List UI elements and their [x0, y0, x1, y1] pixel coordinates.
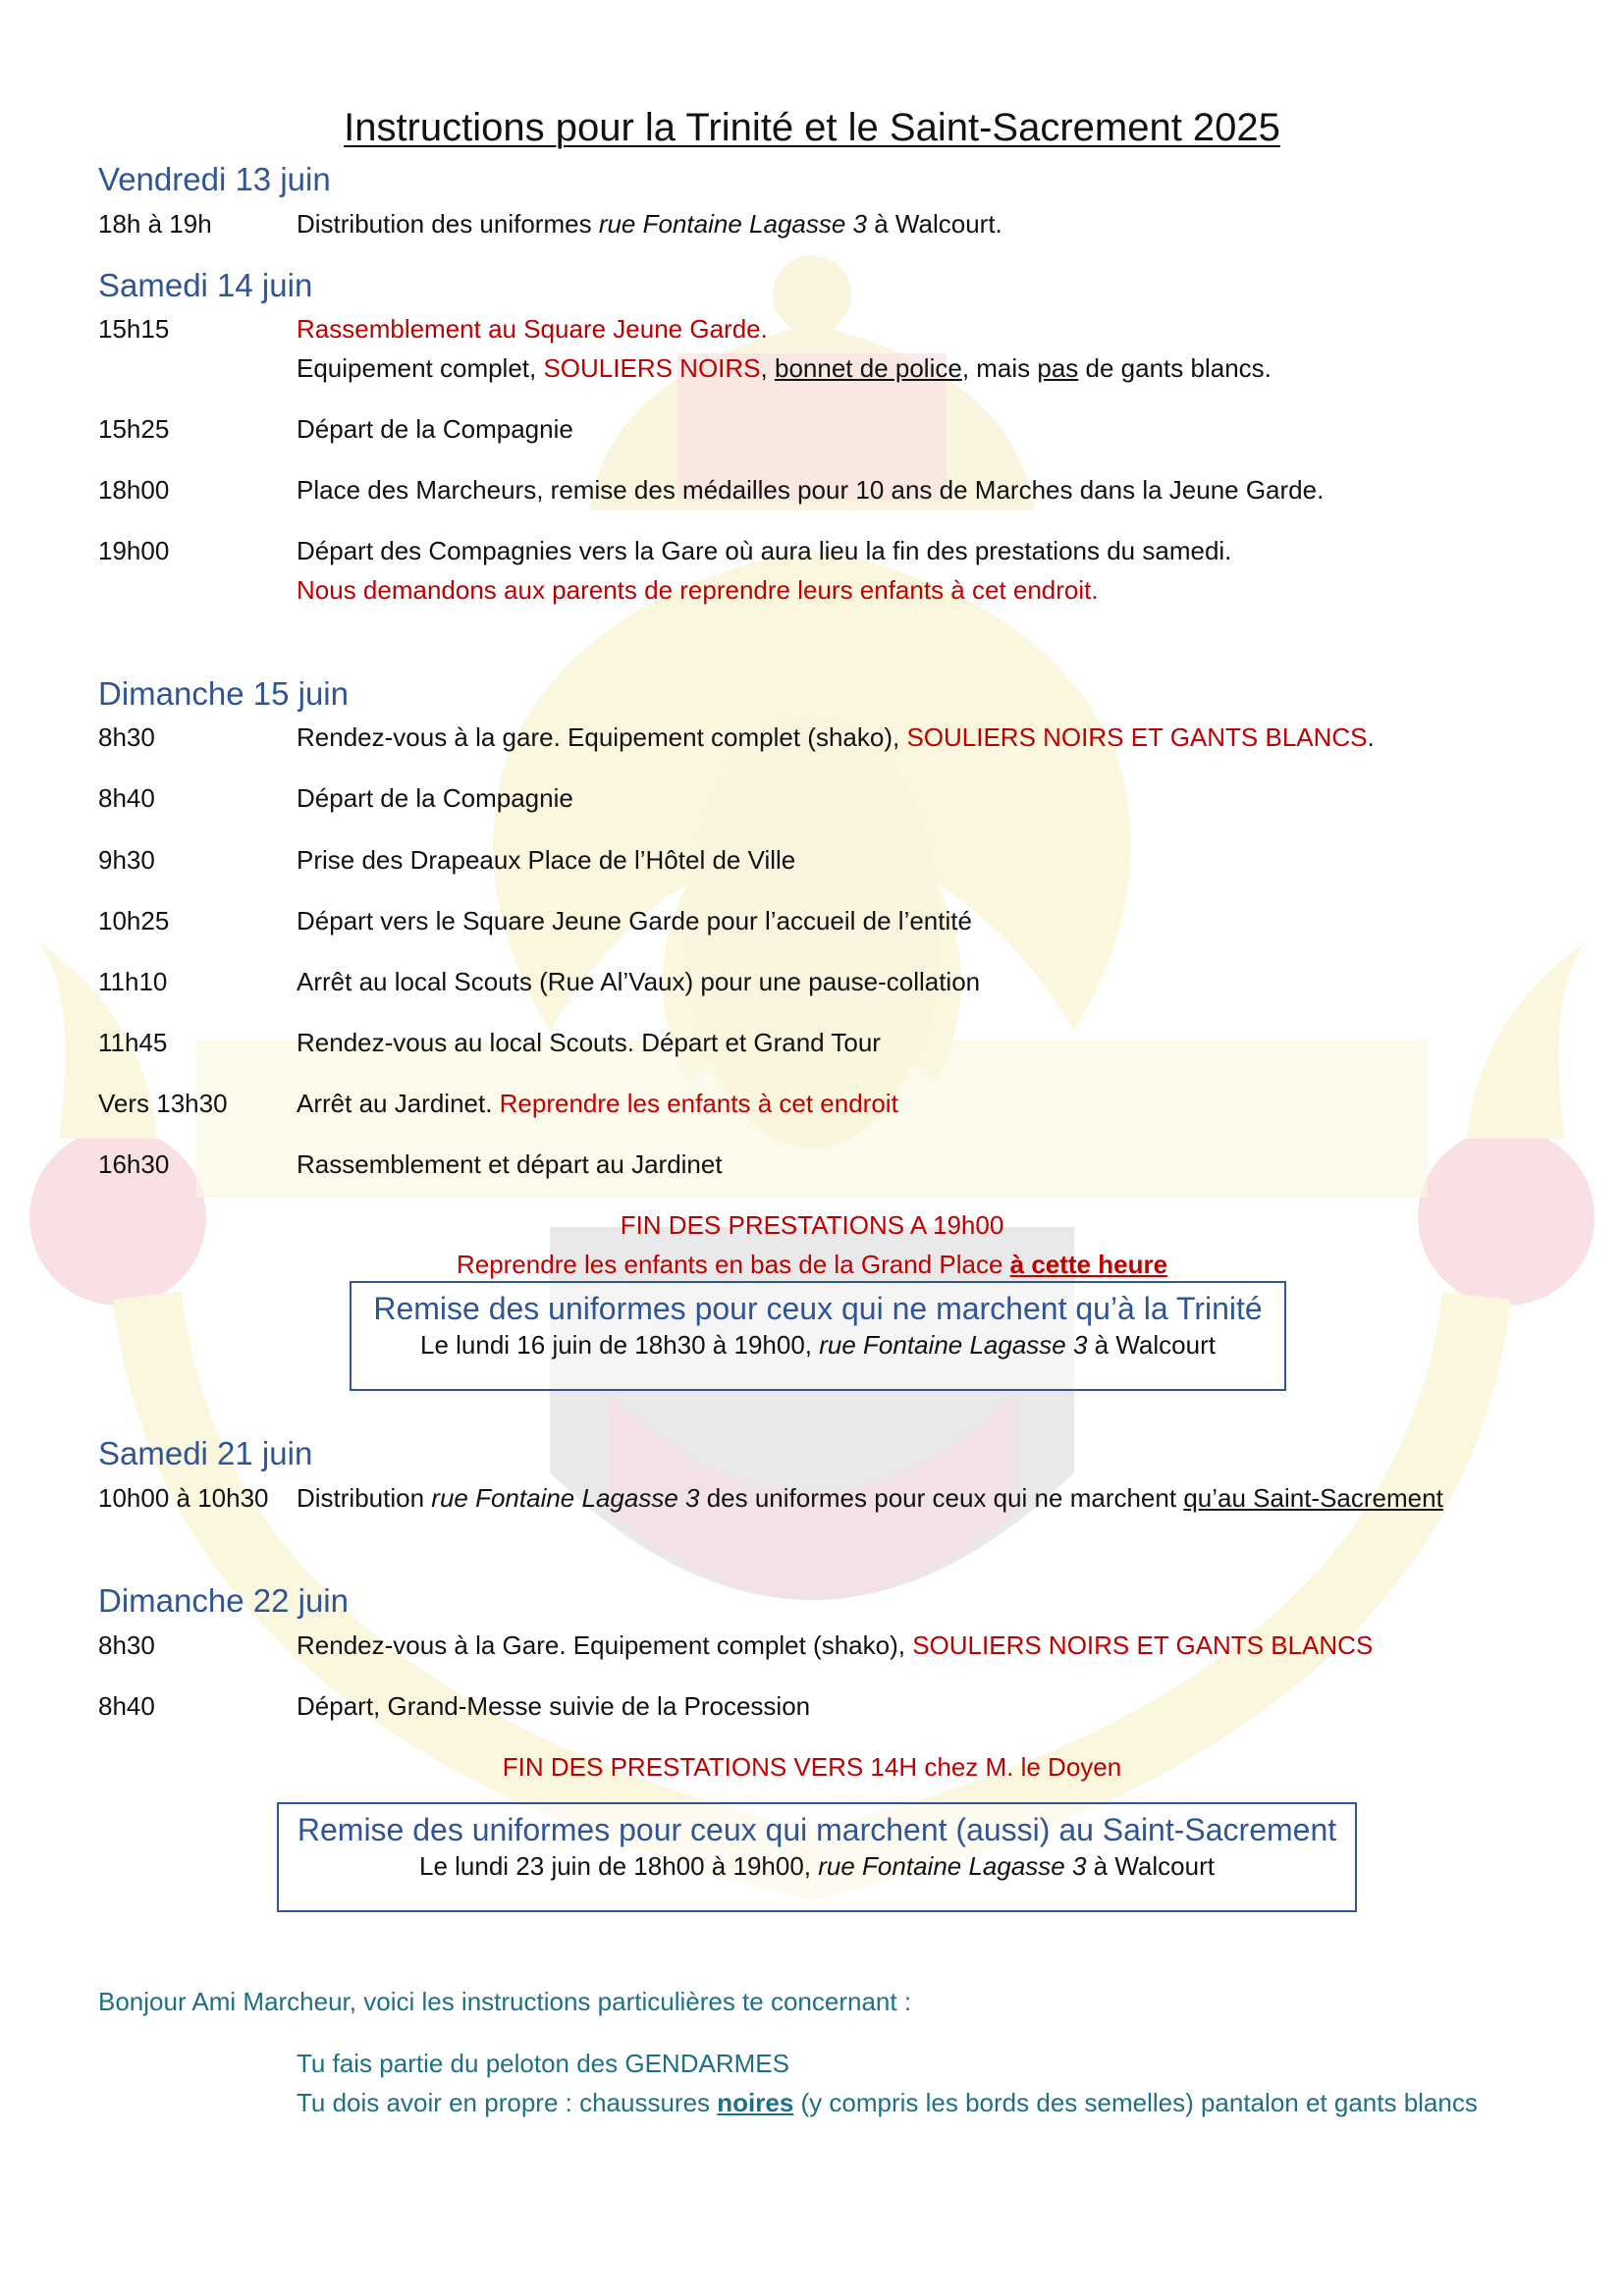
day-heading-saturday-21: Samedi 21 juin: [98, 1435, 313, 1471]
time-label: 8h40: [98, 783, 155, 813]
schedule-description: Départ vers le Square Jeune Garde pour l’accueil de l’entité: [297, 906, 972, 935]
day-heading-saturday-14: Samedi 14 juin: [98, 267, 313, 303]
schedule-description: Départ de la Compagnie: [297, 414, 573, 444]
time-label: Vers 13h30: [98, 1089, 228, 1118]
schedule-description: Départ des Compagnies vers la Gare où aura lieu la fin des prestations du samedi.: [297, 536, 1232, 565]
end-of-performances-notice: FIN DES PRESTATIONS A 19h00: [620, 1210, 1004, 1240]
box-title: Remise des uniformes pour ceux qui marchent (aussi) au Saint-Sacrement: [297, 1812, 1337, 1847]
box-title: Remise des uniformes pour ceux qui ne marchent qu’à la Trinité: [373, 1291, 1263, 1326]
schedule-description: Prise des Drapeaux Place de l’Hôtel de Ville: [297, 845, 796, 875]
time-label: 19h00: [98, 536, 170, 565]
greeting-note: Bonjour Ami Marcheur, voici les instructions particulières te concernant :: [98, 1987, 912, 2016]
schedule-description: Distribution des uniformes rue Fontaine Lagasse 3 à Walcourt.: [297, 209, 1002, 239]
schedule-description: Place des Marcheurs, remise des médailles pour 10 ans de Marches dans la Jeune Garde.: [297, 475, 1325, 505]
page-title: Instructions pour la Trinité et le Saint-Sacrement 2025: [344, 106, 1280, 149]
time-label: 10h25: [98, 906, 170, 935]
day-heading-friday-13: Vendredi 13 juin: [98, 161, 331, 197]
schedule-description: Equipement complet, SOULIERS NOIRS, bonnet de police, mais pas de gants blancs.: [297, 353, 1272, 383]
schedule-description: Départ, Grand-Messe suivie de la Procession: [297, 1691, 811, 1721]
uniform-return-box-saint-sacrement: [277, 1802, 1357, 1912]
time-label: 9h30: [98, 845, 155, 875]
time-label: 15h25: [98, 414, 170, 444]
day-heading-sunday-22: Dimanche 22 juin: [98, 1582, 349, 1619]
schedule-description: Départ de la Compagnie: [297, 783, 573, 813]
time-label: 8h30: [98, 1630, 155, 1660]
schedule-description: Rendez-vous à la Gare. Equipement complet (shako), SOULIERS NOIRS ET GANTS BLANCS: [297, 1630, 1374, 1660]
end-of-performances-notice: FIN DES PRESTATIONS VERS 14H chez M. le Doyen: [502, 1752, 1122, 1782]
time-label: 11h10: [98, 967, 168, 996]
time-label: 16h30: [98, 1149, 170, 1179]
box-detail: Le lundi 16 juin de 18h30 à 19h00, rue Fontaine Lagasse 3 à Walcourt: [420, 1330, 1216, 1360]
schedule-description: Rassemblement et départ au Jardinet: [297, 1149, 723, 1179]
time-label: 18h00: [98, 475, 170, 505]
time-label: 8h30: [98, 722, 155, 752]
time-label: 18h à 19h: [98, 209, 212, 239]
schedule-description: Nous demandons aux parents de reprendre leurs enfants à cet endroit.: [297, 575, 1099, 605]
schedule-description: Rendez-vous au local Scouts. Départ et Grand Tour: [297, 1028, 881, 1057]
box-detail: Le lundi 23 juin de 18h00 à 19h00, rue Fontaine Lagasse 3 à Walcourt: [419, 1851, 1215, 1881]
peloton-note: Tu fais partie du peloton des GENDARMES: [297, 2049, 789, 2078]
time-label: 8h40: [98, 1691, 155, 1721]
schedule-description: Rassemblement au Square Jeune Garde.: [297, 314, 768, 344]
equipment-note: Tu dois avoir en propre : chaussures noires (y compris les bords des semelles) pantalon et gants blancs: [297, 2088, 1478, 2117]
day-heading-sunday-15: Dimanche 15 juin: [98, 675, 349, 712]
schedule-description: Arrêt au Jardinet. Reprendre les enfants à cet endroit: [297, 1089, 898, 1118]
time-label: 11h45: [98, 1028, 168, 1057]
uniform-return-box-trinite: [350, 1281, 1286, 1391]
schedule-description: Rendez-vous à la gare. Equipement complet (shako), SOULIERS NOIRS ET GANTS BLANCS.: [297, 722, 1375, 752]
schedule-description: Distribution rue Fontaine Lagasse 3 des uniformes pour ceux qui ne marchent qu’au Saint-Sacrement: [297, 1483, 1443, 1513]
pickup-notice: Reprendre les enfants en bas de la Grand Place à cette heure: [456, 1250, 1168, 1279]
time-label: 10h00 à 10h30: [98, 1483, 269, 1513]
time-label: 15h15: [98, 314, 170, 344]
schedule-description: Arrêt au local Scouts (Rue Al’Vaux) pour une pause-collation: [297, 967, 981, 996]
